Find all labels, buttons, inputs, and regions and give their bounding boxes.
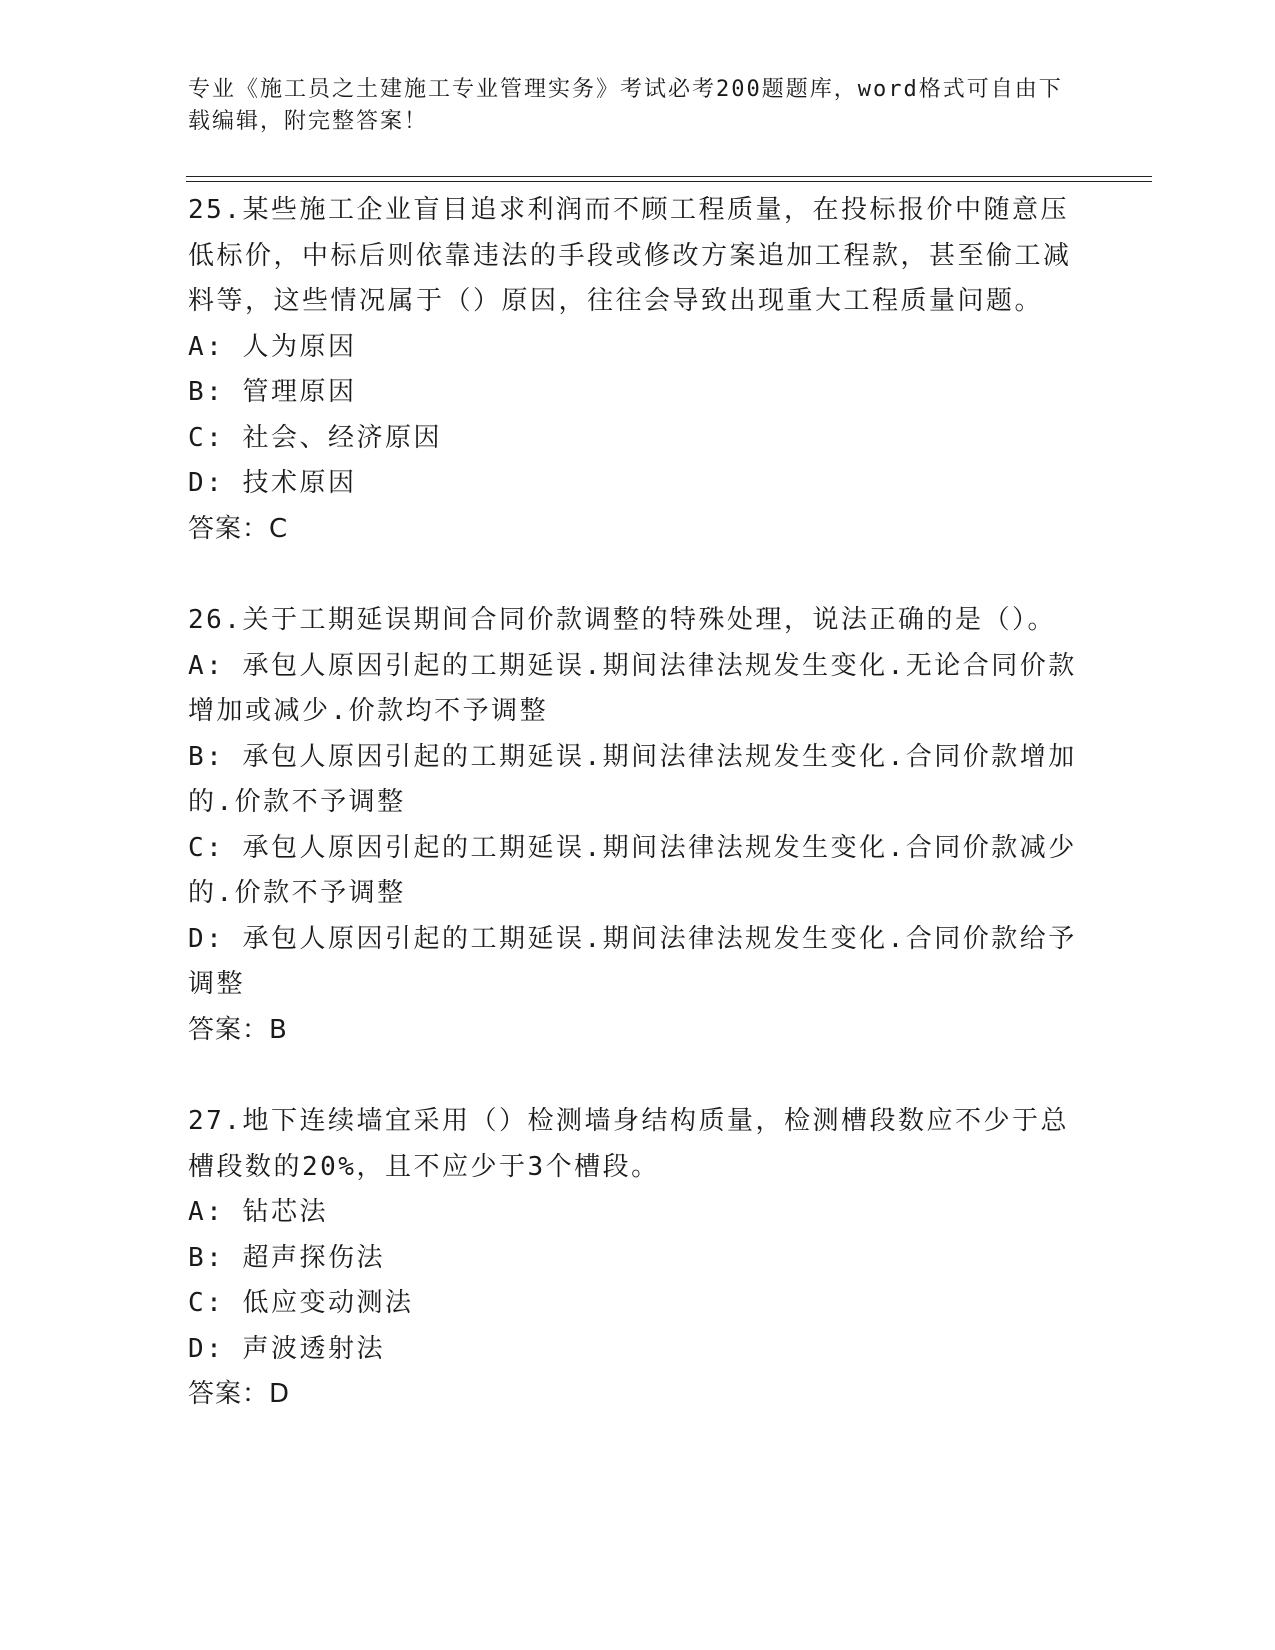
- answer-line: 答案：C: [188, 513, 289, 544]
- option-a: A: 钻芯法: [188, 1197, 328, 1227]
- option-c: C: 社会、经济原因: [188, 422, 442, 453]
- header-rule-top: [186, 176, 1152, 177]
- option-d: D: 技术原因: [188, 468, 357, 498]
- question-26: [188, 598, 1078, 1053]
- question-stem: 26.关于工期延误期间合同价款调整的特殊处理，说法正确的是（）。: [188, 605, 1056, 635]
- option-b: B: 承包人原因引起的工期延误.期间法律法规发生变化.合同价款增加的.价款不予调整: [188, 741, 1077, 817]
- option-a: A: 人为原因: [188, 331, 357, 362]
- option-c: C: 低应变动测法: [188, 1288, 414, 1318]
- option-c: C: 承包人原因引起的工期延误.期间法律法规发生变化.合同价款减少的.价款不予调整: [188, 832, 1077, 908]
- question-list: [188, 188, 1078, 1418]
- header-rule-bottom: [186, 181, 1152, 182]
- question-25: [188, 188, 1078, 552]
- question-stem: 27.地下连续墙宜采用（）检测墙身结构质量，检测槽段数应不少于总槽段数的20%，且不应少于3个槽段。: [188, 1106, 1069, 1182]
- question-stem: 25.某些施工企业盲目追求利润而不顾工程质量，在投标报价中随意压低标价，中标后则依靠违法的手段或修改方案追加工程款，甚至偷工减料等，这些情况属于（）原因，往往会导致出现重大工程质量问题。: [188, 195, 1072, 316]
- document-header: 专业《施工员之土建施工专业管理实务》考试必考200题题库，word格式可自由下载编辑，附完整答案！: [188, 77, 1063, 134]
- question-27: [188, 1099, 1078, 1418]
- option-a: A: 承包人原因引起的工期延误.期间法律法规发生变化.无论合同价款增加或减少.价款均不予调整: [188, 650, 1077, 726]
- answer-line: 答案：D: [188, 1379, 291, 1409]
- answer-line: 答案：B: [188, 1014, 288, 1045]
- option-d: D: 声波透射法: [188, 1333, 385, 1364]
- option-d: D: 承包人原因引起的工期延误.期间法律法规发生变化.合同价款给予调整: [188, 923, 1077, 999]
- option-b: B: 管理原因: [188, 377, 357, 407]
- option-b: B: 超声探伤法: [188, 1242, 385, 1273]
